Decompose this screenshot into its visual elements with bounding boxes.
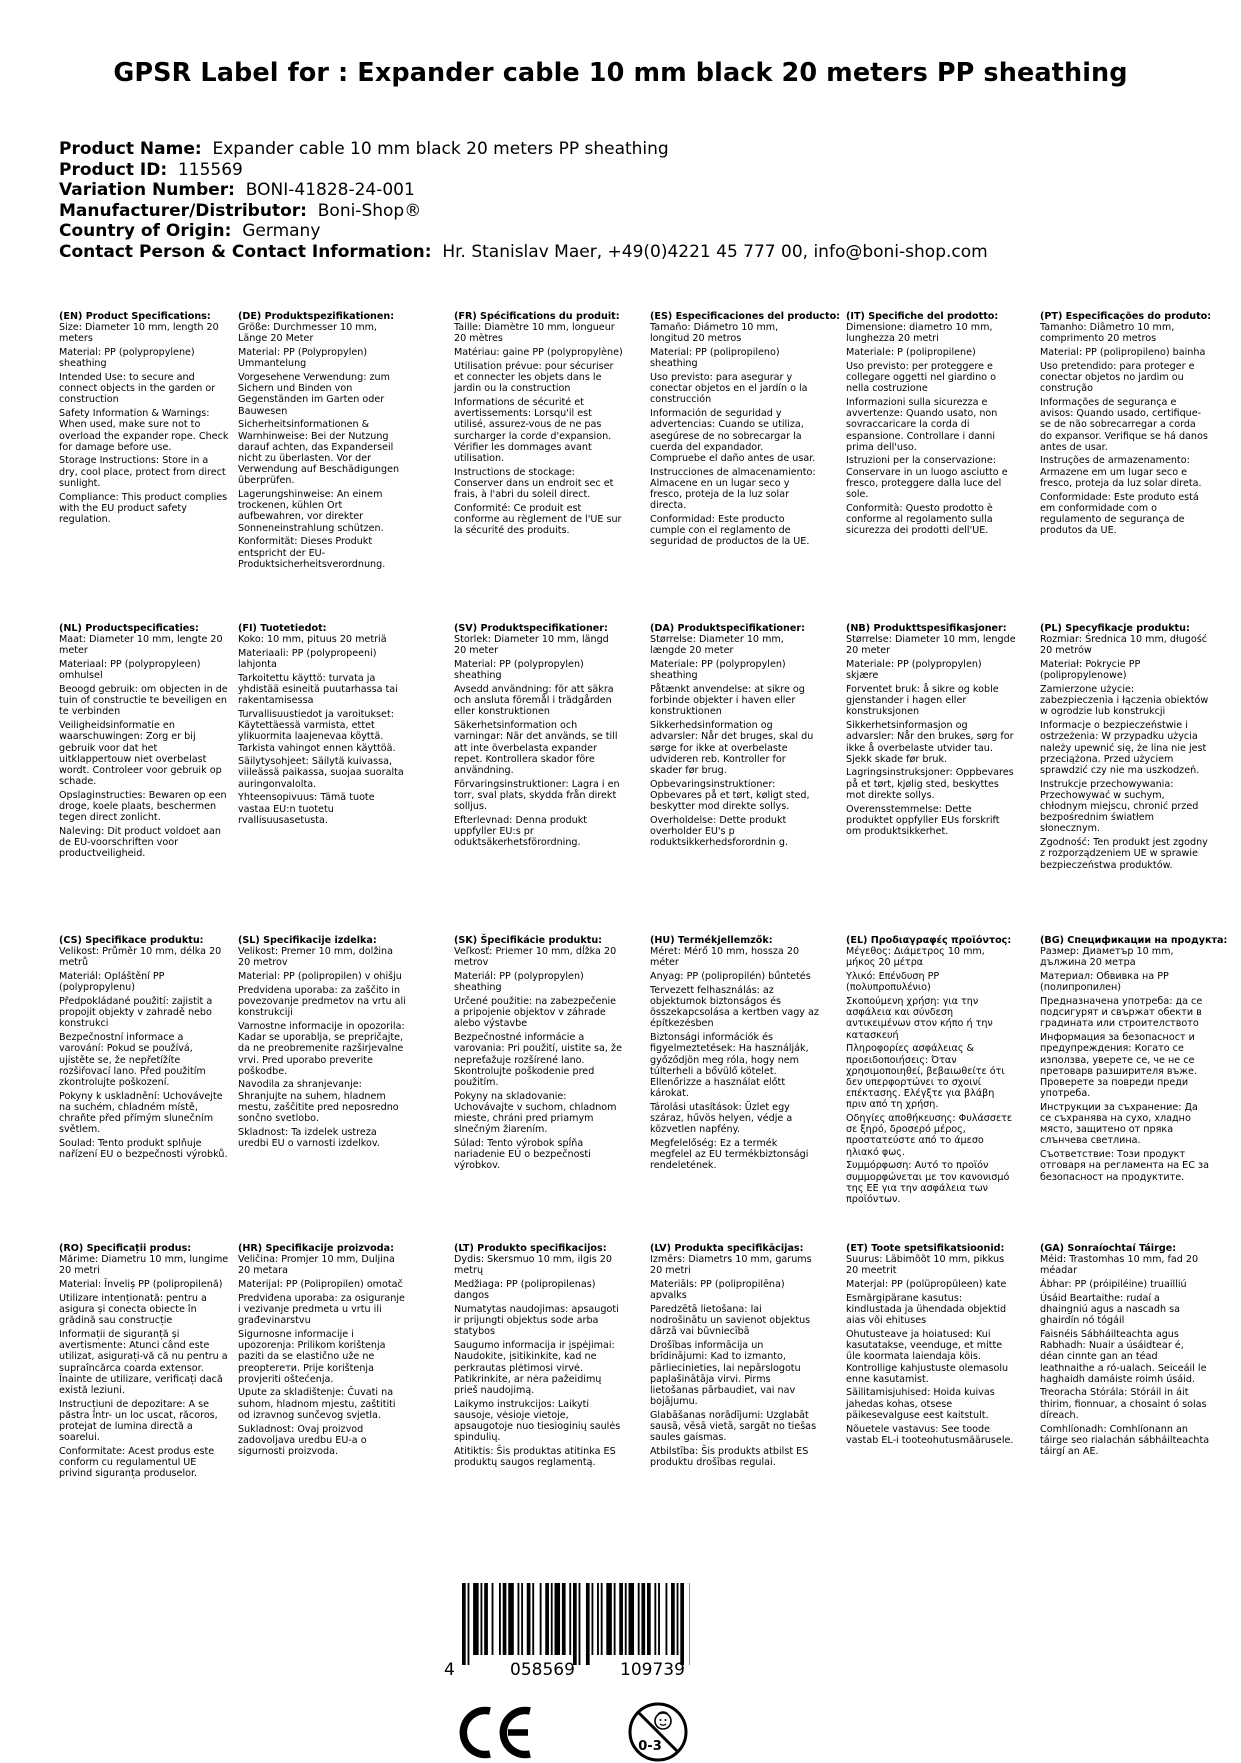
language-heading: (DE) Produktspezifikationen:	[238, 311, 408, 322]
language-block	[454, 1243, 624, 1471]
spec-paragraph: Matériau: gaine PP (polypropylène)	[454, 347, 624, 358]
language-block	[846, 935, 1016, 1208]
language-block	[1040, 935, 1210, 1185]
barcode-digits: 109739	[620, 1660, 685, 1678]
barcode-bar	[503, 1583, 507, 1655]
language-heading: (SL) Specifikacije izdelka:	[238, 935, 408, 946]
language-heading: (IT) Specifiche del prodotto:	[846, 311, 1016, 322]
spec-paragraph: Material: PP (Polypropylen) Ummantelung	[238, 347, 408, 369]
language-block	[238, 1243, 408, 1460]
spec-paragraph: Koko: 10 mm, pituus 20 metriä	[238, 634, 408, 645]
barcode-bar	[545, 1583, 549, 1655]
language-block	[650, 623, 820, 851]
spec-paragraph: Sikkerhedsinformation og advarsler: Når det bruges, skal du sørge for ikke at overbelaste udvideren reb. Kontroller for skader før brug.	[650, 720, 820, 776]
spec-paragraph: Izmērs: Diametrs 10 mm, garums 20 metri	[650, 1254, 820, 1276]
spec-paragraph: Uso pretendido: para proteger e conectar objetos no jardim ou construção	[1040, 361, 1210, 395]
spec-paragraph: Conformité: Ce produit est conforme au règlement de l'UE sur la sécurité des produits.	[454, 503, 624, 537]
spec-paragraph: Uso previsto: per proteggere e collegare oggetti nel giardino o nella costruzione	[846, 361, 1016, 395]
spec-paragraph: Sigurnosne informacije i upozorenja: Prilikom korištenja paziti da se elastično uže ne preopterети. Prije korištenja provjeriti oštećenja.	[238, 1329, 408, 1385]
language-heading: (FR) Spécifications du produit:	[454, 311, 624, 322]
spec-paragraph: Informações de segurança e avisos: Quando usado, certifique-se de não sobrecarregar a corda do expansor. Verifique se há danos antes de usar.	[1040, 397, 1210, 453]
info-value: 115569	[178, 160, 243, 180]
spec-paragraph: Συμμόρφωση: Αυτό το προϊόν συμμορφώνεται με τον κανονισμό της ΕΕ για την ασφάλεια των προϊόντων.	[846, 1160, 1016, 1205]
spec-paragraph: Veľkosť: Priemer 10 mm, dĺžka 20 metrov	[454, 946, 624, 968]
language-block	[650, 1243, 820, 1471]
spec-paragraph: Conformitate: Acest produs este conform cu regulamentul UE privind siguranța produselor.	[59, 1446, 229, 1480]
barcode-bar	[677, 1583, 679, 1655]
spec-paragraph: Инструкции за съхранение: Да се съхранява на сухо, хладно място, защитено от пряка слънчева светлина.	[1040, 1102, 1210, 1147]
spec-paragraph: Materiale: P (polipropilene)	[846, 347, 1016, 358]
spec-paragraph: Tamaño: Diámetro 10 mm, longitud 20 metros	[650, 322, 820, 344]
barcode-bar	[666, 1583, 668, 1655]
spec-paragraph: Dydis: Skersmuo 10 mm, ilgis 20 metrų	[454, 1254, 624, 1276]
barcode-bar	[551, 1583, 553, 1655]
spec-paragraph: Conformidade: Este produto está em conformidade com o regulamento de segurança de produtos da UE.	[1040, 492, 1210, 537]
spec-paragraph: Zgodność: Ten produkt jest zgodny z rozporządzeniem UE w sprawie bezpieczeństwa produktów.	[1040, 837, 1210, 871]
spec-paragraph: Informacje o bezpieczeństwie i ostrzeżenia: W przypadku użycia należy upewnić się, że lina nie jest przeciążona. Przed użyciem sprawdzić czy nie ma uszkodzeń.	[1040, 720, 1210, 776]
spec-paragraph: Förvaringsinstruktioner: Lagra i en torr, sval plats, skydda från direkt solljus.	[454, 779, 624, 813]
info-label: Manufacturer/Distributor:	[59, 201, 307, 221]
barcode-bar	[481, 1583, 483, 1655]
spec-paragraph: Velikost: Průměr 10 mm, délka 20 metrů	[59, 946, 229, 968]
spec-paragraph: Predviđena uporaba: za osiguranje i vezivanje predmeta u vrtu ili građevinarstvu	[238, 1293, 408, 1327]
language-block	[650, 935, 820, 1174]
language-heading: (NL) Productspecificaties:	[59, 623, 229, 634]
barcode-bar	[629, 1583, 635, 1655]
info-label: Product ID:	[59, 160, 167, 180]
language-heading: (HU) Termékjellemzők:	[650, 935, 820, 946]
spec-paragraph: Méret: Mérő 10 mm, hossza 20 méter	[650, 946, 820, 968]
barcode-bar	[532, 1583, 534, 1655]
barcode-bar	[468, 1583, 470, 1665]
barcode-digits: 4	[444, 1660, 455, 1678]
language-block	[1040, 311, 1210, 539]
spec-paragraph: Material: PP (polypropylen) sheathing	[454, 659, 624, 681]
spec-paragraph: Drošības informācija un brīdinājumi: Kad to izmanto, pārliecinieties, lai nepārslogotu paplašinātāja virvi. Pirms lietošanas pārbaudiet, vai nav bojājumu.	[650, 1340, 820, 1407]
spec-paragraph: Материал: Обвивка на PP (полипропилен)	[1040, 971, 1210, 993]
info-row	[59, 180, 988, 201]
barcode-bar	[638, 1583, 640, 1655]
spec-paragraph: Glabāšanas norādījumi: Uzglabāt sausā, vēsā vietā, sargāt no tiešas saules gaismas.	[650, 1410, 820, 1444]
spec-paragraph: Predvidena uporaba: za zaščito in povezovanje predmetov na vrtu ali konstrukciji	[238, 985, 408, 1019]
spec-paragraph: Naleving: Dit product voldoet aan de EU-voorschriften voor productveiligheid.	[59, 826, 229, 860]
spec-paragraph: Súlad: Tento výrobok spĺňa nariadenie EÚ o bezpečnosti výrobkov.	[454, 1138, 624, 1172]
spec-paragraph: Overensstemmelse: Dette produktet oppfyller EUs forskrift om produktsikkerhet.	[846, 804, 1016, 838]
spec-paragraph: Utilizare intenționată: pentru a asigura și conecta obiecte în grădină sau construcție	[59, 1293, 229, 1327]
spec-paragraph: Informații de siguranță și avertismente: Atunci când este utilizat, asigurați-vă că nu pentru a supraîncărca coarda extensor. Înainte de utilizare, verificați dacă există leziuni.	[59, 1329, 229, 1396]
barcode-bar	[499, 1583, 501, 1655]
spec-paragraph: Comhlíonadh: Comhlíonann an táirge seo rialachán sábháilteachta táirgí an AE.	[1040, 1424, 1210, 1458]
spec-paragraph: Conformidad: Este producto cumple con el reglamento de seguridad de productos de la UE.	[650, 514, 820, 548]
spec-paragraph: Material: Înveliș PP (polipropilenă)	[59, 1279, 229, 1290]
spec-paragraph: Säkerhetsinformation och varningar: När det används, se till att inte överbelasta expander repet. Kontrollera skador före användning.	[454, 720, 624, 776]
spec-paragraph: Compliance: This product complies with the EU product safety regulation.	[59, 492, 229, 526]
barcode-bar	[614, 1583, 616, 1655]
barcode-bar	[518, 1583, 520, 1655]
barcode-bar	[641, 1583, 645, 1655]
spec-paragraph: Material: PP (polipropilen) v ohišju	[238, 971, 408, 982]
spec-paragraph: Säilytysohjeet: Säilytä kuivassa, viileässä paikassa, suojaa suoralta auringonvalolta.	[238, 756, 408, 790]
spec-paragraph: Material: PP (polypropylene) sheathing	[59, 347, 229, 369]
spec-paragraph: Sukladnost: Ovaj proizvod zadovoljava uredbu EU-a o sigurnosti proizvoda.	[238, 1424, 408, 1458]
barcode-bar	[573, 1583, 577, 1665]
spec-paragraph: Lagerungshinweise: An einem trockenen, kühlen Ort aufbewahren, vor direkter Sonneneinstrahlung schützen.	[238, 489, 408, 534]
spec-paragraph: Μέγεθος: Διάμετρος 10 mm, μήκος 20 μέτρα	[846, 946, 1016, 968]
barcode-bar	[473, 1583, 479, 1655]
language-heading: (HR) Specifikacije proizvoda:	[238, 1243, 408, 1254]
language-block	[59, 935, 229, 1163]
language-block	[846, 311, 1016, 539]
language-heading: (LV) Produkta specifikācijas:	[650, 1243, 820, 1254]
barcode-bar	[521, 1583, 523, 1655]
spec-paragraph: Materjal: PP (polüpropüleen) kate	[846, 1279, 1016, 1290]
spec-paragraph: Materiāls: PP (polipropilēna) apvalks	[650, 1279, 820, 1301]
spec-paragraph: Beoogd gebruik: om objecten in de tuin of constructie te beveiligen en te verbinden	[59, 684, 229, 718]
spec-paragraph: Bezpečnostné informácie a varovania: Pri použití, uistite sa, že nepreťažuje rozšírené lano. Skontrolujte poškodenie pred použitím.	[454, 1032, 624, 1088]
language-block	[1040, 623, 1210, 873]
spec-paragraph: Intended Use: to secure and connect objects in the garden or construction	[59, 372, 229, 406]
spec-paragraph: Vorgesehene Verwendung: zum Sichern und Binden von Gegenständen im Garten oder Bauwesen	[238, 372, 408, 417]
language-heading: (RO) Specificații produs:	[59, 1243, 229, 1254]
language-heading: (PL) Specyfikacje produktu:	[1040, 623, 1210, 634]
language-block	[454, 623, 624, 851]
info-row	[59, 139, 988, 160]
language-block	[238, 935, 408, 1152]
spec-paragraph: Turvallisuustiedot ja varoitukset: Käytettäessä varmista, ettet ylikuormita laajenevaa köyttä. Tarkista vahingot ennen käyttöä.	[238, 709, 408, 754]
barcode-bar	[597, 1583, 599, 1655]
barcode-bar	[508, 1583, 514, 1655]
language-heading: (DA) Produktspecifikationer:	[650, 623, 820, 634]
spec-paragraph: Úsáid Beartaithe: rudaí a dhaingniú agus a nascadh sa ghairdín nó tógáil	[1040, 1293, 1210, 1327]
info-value: Hr. Stanislav Maer, +49(0)4221 45 777 00, info@boni-shop.com	[442, 242, 987, 262]
spec-paragraph: Ábhar: PP (próipiléine) truailliú	[1040, 1279, 1210, 1290]
language-heading: (FI) Tuotetiedot:	[238, 623, 408, 634]
language-heading: (NB) Produkttspesifikasjoner:	[846, 623, 1016, 634]
language-heading: (ET) Toote spetsifikatsioonid:	[846, 1243, 1016, 1254]
spec-paragraph: Mărime: Diametru 10 mm, lungime 20 metri	[59, 1254, 229, 1276]
spec-paragraph: Instruções de armazenamento: Armazene em um lugar seco e fresco, proteja da luz solar direta.	[1040, 455, 1210, 489]
barcode-bar	[619, 1583, 623, 1655]
spec-paragraph: Size: Diameter 10 mm, length 20 meters	[59, 322, 229, 344]
spec-paragraph: Medžiaga: PP (polipropilenas) dangos	[454, 1279, 624, 1301]
spec-paragraph: Taille: Diamètre 10 mm, longueur 20 mètres	[454, 322, 624, 344]
spec-paragraph: Съответствие: Този продукт отговаря на регламента на ЕС за безопасност на продуктите.	[1040, 1149, 1210, 1183]
spec-paragraph: Istruzioni per la conservazione: Conservare in un luogo asciutto e fresco, proteggere dalla luce del sole.	[846, 455, 1016, 500]
spec-paragraph: Numatytas naudojimas: apsaugoti ir prijungti objektus sode arba statybos	[454, 1304, 624, 1338]
spec-paragraph: Atbilstība: Šis produkts atbilst ES produktu drošības regulai.	[650, 1446, 820, 1468]
spec-paragraph: Storlek: Diameter 10 mm, längd 20 meter	[454, 634, 624, 656]
spec-paragraph: Pokyny k uskladnění: Uchovávejte na suchém, chladném místě, chraňte před přímým slunečním světlem.	[59, 1091, 229, 1136]
barcode-bar	[647, 1583, 651, 1655]
spec-paragraph: Tamanho: Diâmetro 10 mm, comprimento 20 metros	[1040, 322, 1210, 344]
spec-paragraph: Instrucciones de almacenamiento: Almacene en un lugar seco y fresco, proteja de la luz solar directa.	[650, 467, 820, 512]
language-heading: (GA) Sonraíochtaí Táirge:	[1040, 1243, 1210, 1254]
spec-paragraph: Bezpečnostní informace a varování: Pokud se používá, ujistěte se, že nepřetížíte rozšiřovací lano. Před použitím zkontrolujte poškození.	[59, 1032, 229, 1088]
language-block	[238, 623, 408, 828]
spec-paragraph: Pokyny na skladovanie: Uchovávajte v suchom, chladnom mieste, chráni pred priamym slnečným žiarením.	[454, 1091, 624, 1136]
language-block	[454, 311, 624, 539]
language-block	[59, 623, 229, 862]
spec-paragraph: Informations de sécurité et avertissements: Lorsqu'il est utilisé, assurez-vous de ne pas surcharger la corde d'expansion. Vérifier les dommages avant utilisation.	[454, 397, 624, 464]
spec-paragraph: Dimensione: diametro 10 mm, lunghezza 20 metri	[846, 322, 1016, 344]
language-block	[59, 311, 229, 528]
barcode-bar	[654, 1583, 656, 1655]
spec-paragraph: Material: PP (polipropileno) sheathing	[650, 347, 820, 369]
spec-paragraph: Materiál: Opláštění PP (polypropylenu)	[59, 971, 229, 993]
language-heading: (LT) Produkto specifikacijos:	[454, 1243, 624, 1254]
spec-paragraph: Biztonsági információk és figyelmeztetések: Ha használják, győződjön meg róla, hogy nem túlterheli a bővülő kötelet. Ellenőrizze a használat előtt károkat.	[650, 1032, 820, 1099]
language-heading: (CS) Specifikace produktu:	[59, 935, 229, 946]
barcode-bar	[592, 1583, 594, 1655]
info-value: Expander cable 10 mm black 20 meters PP sheathing	[212, 139, 668, 159]
barcode-bar	[671, 1583, 675, 1655]
barcode-bar	[606, 1583, 612, 1655]
spec-paragraph: Informazioni sulla sicurezza e avvertenze: Quando usato, non sovraccaricare la corda di espansione. Controllare i danni prima dell'uso.	[846, 397, 1016, 453]
spec-paragraph: Materiaal: PP (polypropyleen) omhulsel	[59, 659, 229, 681]
spec-paragraph: Instrucțiuni de depozitare: A se păstra într- un loc uscat, răcoros, protejat de lumina directă a soarelui.	[59, 1399, 229, 1444]
barcode-bar	[586, 1583, 590, 1665]
spec-paragraph: Faisnéis Sábháilteachta agus Rabhadh: Nuair a úsáidtear é, déan cinnte gan an téad leathnaithe a ró-ualach. Seiceáil le haghaidh damáiste roimh úsáid.	[1040, 1329, 1210, 1385]
barcode-digits: 058569	[510, 1660, 575, 1678]
spec-paragraph: Σκοπούμενη χρήση: για την ασφάλεια και σύνδεση αντικειμένων στον κήπο ή την κατασκευή	[846, 996, 1016, 1041]
language-block	[846, 623, 1016, 840]
barcode-bar	[625, 1583, 627, 1655]
spec-paragraph: Utilisation prévue: pour sécuriser et connecter les objets dans le jardin ou la construction	[454, 361, 624, 395]
info-value: BONI-41828-24-001	[246, 180, 415, 200]
spec-paragraph: Méid: Trastomhas 10 mm, fad 20 méadar	[1040, 1254, 1210, 1276]
language-heading: (EL) Προδιαγραφές προϊόντος:	[846, 935, 1016, 946]
spec-paragraph: Påtænkt anvendelse: at sikre og forbinde objekter i haven eller konstruktionen	[650, 684, 820, 718]
page-title: GPSR Label for : Expander cable 10 mm black 20 meters PP sheathing	[0, 58, 1241, 88]
barcode-bar	[562, 1583, 566, 1655]
info-label: Contact Person & Contact Information:	[59, 242, 432, 262]
language-heading: (BG) Спецификации на продукта:	[1040, 935, 1210, 946]
spec-paragraph: Materiał: Pokrycie PP (polipropylenowe)	[1040, 659, 1210, 681]
spec-paragraph: Instrukcje przechowywania: Przechowywać w suchym, chłodnym miejscu, chronić przed bezpośrednim światłem słonecznym.	[1040, 779, 1210, 835]
spec-paragraph: Avsedd användning: för att säkra och ansluta föremål i trädgården eller konstruktionen	[454, 684, 624, 718]
spec-paragraph: Předpokládané použití: zajistit a propojit objekty v zahradě nebo konstrukci	[59, 996, 229, 1030]
spec-paragraph: Størrelse: Diameter 10 mm, længde 20 meter	[650, 634, 820, 656]
barcode-bar	[527, 1583, 531, 1655]
info-value: Boni-Shop®	[318, 201, 421, 221]
spec-paragraph: Skladnost: Ta izdelek ustreza uredbi EU o varnosti izdelkov.	[238, 1127, 408, 1149]
language-heading: (SK) Špecifikácie produktu:	[454, 935, 624, 946]
spec-paragraph: Laikymo instrukcijos: Laikyti sausoje, vėsioje vietoje, apsaugotoje nuo tiesioginių saulės spindulių.	[454, 1399, 624, 1444]
spec-paragraph: Nõuetele vastavus: See toode vastab EL-i tooteohutusmäärusele.	[846, 1424, 1016, 1446]
barcode-bar	[658, 1583, 660, 1655]
spec-paragraph: Soulad: Tento produkt splňuje nařízení EU o bezpečnosti výrobků.	[59, 1138, 229, 1160]
spec-paragraph: Größe: Durchmesser 10 mm, Länge 20 Meter	[238, 322, 408, 344]
language-heading: (ES) Especificaciones del producto:	[650, 311, 820, 322]
barcode-bar	[462, 1583, 466, 1665]
spec-paragraph: Materiaali: PP (polypropeeni) lahjonta	[238, 648, 408, 670]
spec-paragraph: Информация за безопасност и предупреждения: Когато се използва, уверете се, че не се претоварв разширителя въже. Проверете за повреди преди употреба.	[1040, 1032, 1210, 1099]
spec-paragraph: Anyag: PP (polipropilén) bűntetés	[650, 971, 820, 982]
language-block	[846, 1243, 1016, 1448]
spec-paragraph: Lagringsinstruksjoner: Oppbevares på et tørt, kjølig sted, beskyttes mot direkte sollys.	[846, 767, 1016, 801]
spec-paragraph: Materijal: PP (Polipropilen) omotač	[238, 1279, 408, 1290]
spec-paragraph: Navodila za shranjevanje: Shranjujte na suhem, hladnem mestu, zaščitite pred neposredno sončno svetlobo.	[238, 1079, 408, 1124]
barcode-bar	[492, 1583, 494, 1655]
language-heading: (EN) Product Specifications:	[59, 311, 229, 322]
language-block	[650, 311, 820, 550]
barcode	[440, 1583, 690, 1678]
spec-paragraph: Materiale: PP (polypropylen) sheathing	[650, 659, 820, 681]
spec-paragraph: Tarkoitettu käyttö: turvata ja yhdistää esineitä puutarhassa tai rakentamisessa	[238, 673, 408, 707]
spec-paragraph: Určené použitie: na zabezpečenie a pripojenie objektov v záhrade alebo výstavbe	[454, 996, 624, 1030]
spec-paragraph: Størrelse: Diameter 10 mm, lengde 20 meter	[846, 634, 1016, 656]
spec-paragraph: Paredzētā lietošana: lai nodrošinātu un savienot objektus dārzā vai būvniecībā	[650, 1304, 820, 1338]
spec-paragraph: Uso previsto: para asegurar y conectar objetos en el jardín o la construcción	[650, 372, 820, 406]
info-value: Germany	[242, 221, 320, 241]
spec-paragraph: Tárolási utasítások: Üzlet egy száraz, hűvös helyen, védje a közvetlen napfény.	[650, 1102, 820, 1136]
spec-paragraph: Opslaginstructies: Bewaren op een droge, koele plaats, beschermen tegen direct zonlicht.	[59, 790, 229, 824]
language-block	[454, 935, 624, 1174]
spec-paragraph: Ohutusteave ja hoiatused: Kui kasutatakse, veenduge, et mitte üle koormata laiendaja köis. Kontrollige kahjustuste olemasolu enne kasutamist.	[846, 1329, 1016, 1385]
spec-paragraph: Suurus: Läbimõõt 10 mm, pikkus 20 meetrit	[846, 1254, 1016, 1276]
info-row	[59, 160, 988, 181]
spec-paragraph: Material: PP (polipropileno) bainha	[1040, 347, 1210, 358]
language-block	[1040, 1243, 1210, 1460]
spec-paragraph: Forventet bruk: å sikre og koble gjenstander i hagen eller konstruksjonen	[846, 684, 1016, 718]
spec-paragraph: Treoracha Stórála: Stóráil in áit thirim, fionnuar, a chosaint ó solas díreach.	[1040, 1387, 1210, 1421]
ce-mark-icon	[456, 1705, 536, 1760]
spec-paragraph: Materiál: PP (polypropylen) sheathing	[454, 971, 624, 993]
barcode-bar	[579, 1583, 581, 1665]
barcode-bar	[601, 1583, 603, 1655]
spec-paragraph: Yhteensopivuus: Tämä tuote vastaa EU:n tuotetu rvallisuusasetusta.	[238, 792, 408, 826]
spec-paragraph: Opbevaringsinstruktioner: Opbevares på et tørt, køligt sted, beskytter mod direkte sollys.	[650, 779, 820, 813]
spec-paragraph: Предназначена употреба: да се подсигурят и свържат обекти в градината или строителството	[1040, 996, 1210, 1030]
spec-paragraph: Conformità: Questo prodotto è conforme al regolamento sulla sicurezza dei prodotti dell'UE.	[846, 503, 1016, 537]
info-row	[59, 242, 988, 263]
barcode-bar	[540, 1583, 542, 1655]
spec-paragraph: Efterlevnad: Denna produkt uppfyller EU:s pr oduktsäkerhetsförordning.	[454, 815, 624, 849]
info-row	[59, 201, 988, 222]
spec-paragraph: Οδηγίες αποθήκευσης: Φυλάσσετε σε ξηρό, δροσερό μέρος, προστατεύστε από το άμεσο ηλιακό φως.	[846, 1113, 1016, 1158]
age-label: 0-3	[638, 1739, 662, 1754]
spec-paragraph: Veličina: Promjer 10 mm, Duljina 20 metara	[238, 1254, 408, 1276]
spec-paragraph: Instructions de stockage: Conserver dans un endroit sec et frais, à l'abri du soleil direct.	[454, 467, 624, 501]
language-heading: (PT) Especificações do produto:	[1040, 311, 1210, 322]
spec-paragraph: Πληροφορίες ασφάλειας & προειδοποιήσεις: Όταν χρησιμοποιηθεί, βεβαιωθείτε ότι δεν υπερφορτώνει το σχοινί επέκτασης. Ελέγξτε για βλάβη πριν από τη χρήση.	[846, 1043, 1016, 1110]
spec-paragraph: Υλικό: Επένδυση PP (πολυπροπυλένιο)	[846, 971, 1016, 993]
spec-paragraph: Materiale: PP (polypropylen) skjære	[846, 659, 1016, 681]
barcode-bar	[484, 1583, 488, 1655]
spec-paragraph: Megfelelőség: Ez a termék megfelel az EU termékbiztonsági rendeletének.	[650, 1138, 820, 1172]
spec-paragraph: Información de seguridad y advertencias: Cuando se utiliza, asegúrese de no sobrecargar la cuerda del expandador. Compruebe el daño antes de usar.	[650, 408, 820, 464]
barcode-bar	[569, 1583, 571, 1655]
spec-paragraph: Sikkerhetsinformasjon og advarsler: Når den brukes, sørg for ikke å overbelaste utvider tau. Sjekk skade før bruk.	[846, 720, 1016, 765]
spec-paragraph: Atitiktis: Šis produktas atitinka ES produktų saugos reglamentą.	[454, 1446, 624, 1468]
spec-paragraph: Esmärgipärane kasutus: kindlustada ja ühendada objektid aias või ehituses	[846, 1293, 1016, 1327]
language-heading: (SV) Produktspecifikationer:	[454, 623, 624, 634]
spec-paragraph: Saugumo informacija ir įspėjimai: Naudokite, įsitikinkite, kad ne perkrautas plėtimosi virvė. Patikrinkite, ar nėra pažeidimų prieš naudojimą.	[454, 1340, 624, 1396]
spec-paragraph: Veiligheidsinformatie en waarschuwingen: Zorg er bij gebruik voor dat het uitklappertouw niet overbelast wordt. Controleer voor gebruik op schade.	[59, 720, 229, 787]
product-info	[59, 139, 988, 262]
spec-paragraph: Размер: Диаметър 10 mm, дължина 20 метра	[1040, 946, 1210, 968]
info-label: Country of Origin:	[59, 221, 231, 241]
barcode-bar	[680, 1583, 684, 1665]
spec-paragraph: Zamierzone użycie: zabezpieczenia i łączenia obiektów w ogrodzie lub konstrukcji	[1040, 684, 1210, 718]
spec-paragraph: Storage Instructions: Store in a dry, cool place, protect from direct sunlight.	[59, 455, 229, 489]
spec-paragraph: Varnostne informacije in opozorila: Kadar se uporablja, se prepričajte, da ne preobremenite razširjevalne vrvi. Pred uporabo preverite poškodbe.	[238, 1021, 408, 1077]
info-label: Product Name:	[59, 139, 202, 159]
barcode-bar	[555, 1583, 561, 1655]
spec-paragraph: Rozmiar: Średnica 10 mm, długość 20 metrów	[1040, 634, 1210, 656]
language-block	[238, 311, 408, 572]
spec-paragraph: Sicherheitsinformationen & Warnhinweise: Bei der Nutzung darauf achten, das Expanderseil nicht zu überlasten. Vor der Verwendung auf Beschädigungen überprüfen.	[238, 419, 408, 486]
language-block	[59, 1243, 229, 1482]
spec-paragraph: Säilitamisjuhised: Hoida kuivas jahedas kohas, otsese päikesevalguse eest kaitstult.	[846, 1387, 1016, 1421]
spec-paragraph: Overholdelse: Dette produkt overholder EU's p roduktsikkerhedsforordnin g.	[650, 815, 820, 849]
spec-paragraph: Konformität: Dieses Produkt entspricht der EU-Produktsicherheitsverordnung.	[238, 536, 408, 570]
spec-paragraph: Safety Information & Warnings: When used, make sure not to overload the expander rope. Check for damage before use.	[59, 408, 229, 453]
spec-paragraph: Upute za skladištenje: Čuvati na suhom, hladnom mjestu, zaštititi od izravnog sunčevog svjetla.	[238, 1387, 408, 1421]
spec-paragraph: Tervezett felhasználás: az objektumok biztonságos és összekapcsolása a kertben vagy az építkezésben	[650, 985, 820, 1030]
spec-paragraph: Maat: Diameter 10 mm, lengte 20 meter	[59, 634, 229, 656]
info-label: Variation Number:	[59, 180, 235, 200]
info-row	[59, 221, 988, 242]
spec-paragraph: Velikost: Premer 10 mm, dolžina 20 metrov	[238, 946, 408, 968]
